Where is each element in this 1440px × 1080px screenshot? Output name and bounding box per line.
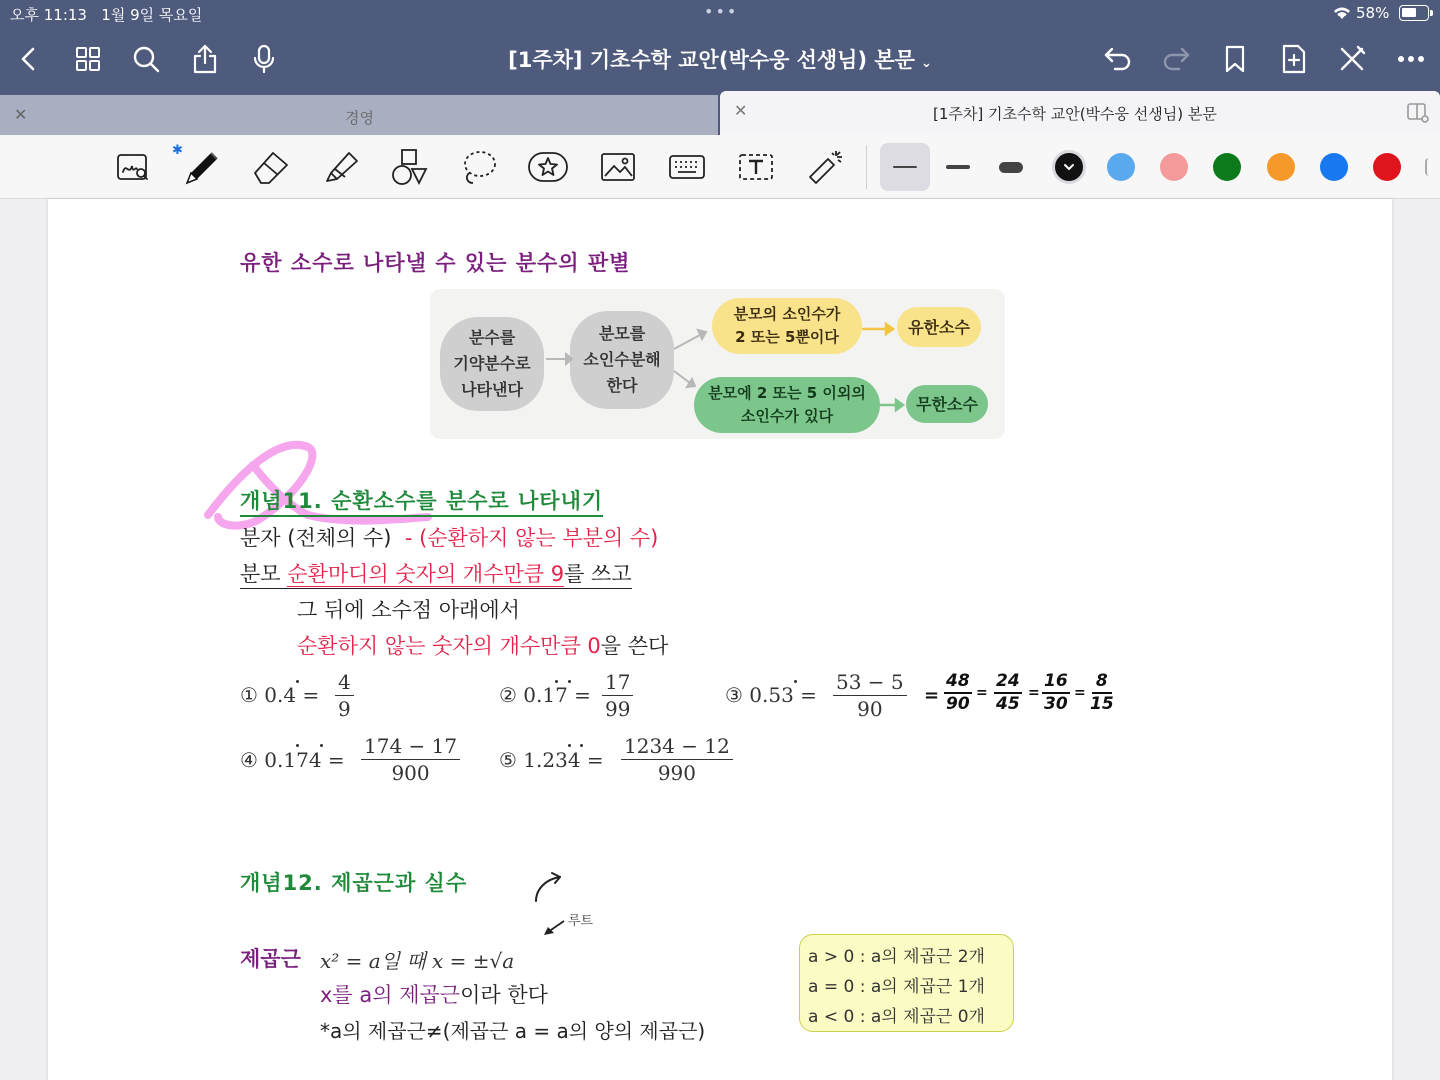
flow-result-finite: 유한소수 [897,307,981,347]
note-page[interactable]: 유한 소수로 나타낼 수 있는 분수의 판별 분수를 기약분수로 나타낸다 분모를 소인수분해 한다 분모의 소인수가 2 또는 5뿐이다 분모에 2 또는 5 이외의 소인수가 있다 유한소수 무한소수 개념11. 순환소수를 분수로 나타내기 분자 (전체의 수) - (순환하지 않는 부분의 수) 분모 순환마디의 숫자의 개수만큼 9를 쓰고 그 뒤에 소수점 아래에서 순환하지 않는 숫자의 개수만큼 0을 쓴다 ① 0.4 = $\frac{4}{9}$ ② 0.17 = $\frac{17}{99}$ ③ 0.53 = $\frac{53 - 5}{90}$ ④ 0.174 = $\frac{174 - 17}{900}$ ⑤ 1.234 = $\frac{1234 - 12}{990}$ = 48 90 = 24 45 = 16 30 = 8 15 개념12. 제곱근과 실수 루트 제곱근 x² = a일 때 x = ±√a x를 a의 제곱근이라 한다 *a의 제곱근≠(제곱근 a = a의 양의 제곱근) a > 0 : a의 제곱근 2개 a = 0 : a의 제곱근 1개 a < 0 : a의 제곱근 0개 [48,199,1392,1080]
edit-mode-icon[interactable] [1333,40,1371,78]
battery-percent: 58% [1356,4,1390,22]
bookmark-icon[interactable] [1216,40,1254,78]
thickness-thin[interactable] [880,143,930,191]
text-icon[interactable] [734,145,778,189]
repeat-dot [296,680,299,683]
example-4-fraction: $\frac{174 - 17}{900}$ [361,733,460,786]
line-zeros: 순환하지 않는 숫자의 개수만큼 0을 쓴다 [297,634,669,658]
example-5-fraction: $\frac{1234 - 12}{990}$ [621,733,733,786]
square-root-naming: x를 a의 제곱근이라 한다 [320,983,548,1007]
concept12-title: 개념12. 제곱근과 실수 [240,871,468,895]
square-root-count-box [799,934,1014,1032]
flow-arrows [430,289,1005,439]
image-icon[interactable] [596,145,640,189]
share-icon[interactable] [186,40,224,78]
count-negative: a < 0 : a의 제곱근 0개 [808,1007,985,1027]
example-1-fraction: $\frac{4}{9}$ [335,669,354,722]
sticker-icon[interactable] [526,145,570,189]
document-title[interactable]: [1주차] 기초수학 교안(박수웅 선생님) 본문 ⌄ [508,48,932,72]
concept11-title: 개념11. 순환소수를 분수로 나타내기 [240,485,603,517]
example-2: ② 0.17 = [499,683,591,707]
tab-inactive[interactable] [0,95,718,135]
repeat-dot [568,744,571,747]
back-button[interactable] [10,40,48,78]
status-time: 오후 11:13 1월 9일 목요일 [10,6,203,24]
example-2-fraction: $\frac{17}{99}$ [602,669,633,722]
flow-step-factorize: 분모를 소인수분해 한다 [570,311,674,409]
color-swatch-green[interactable] [1213,153,1241,181]
handwritten-arrow [530,871,570,905]
square-root-caution: *a의 제곱근≠(제곱근 a = a의 양의 제곱근) [320,1019,706,1043]
example-5: ⑤ 1.234 = [499,748,604,772]
count-positive: a > 0 : a의 제곱근 2개 [808,947,985,967]
color-swatch-black[interactable] [1052,150,1086,184]
wifi-icon [1332,5,1352,25]
undo-icon[interactable] [1099,40,1137,78]
chevron-down-icon: ⌄ [920,56,932,71]
color-swatch-blue[interactable] [1320,153,1348,181]
root-note: 루트 [568,914,594,929]
flow-result-infinite: 무한소수 [906,385,988,423]
bluetooth-icon: ✱ [172,143,183,158]
count-zero: a = 0 : a의 제곱근 1개 [808,977,985,997]
pen-icon[interactable] [179,145,223,189]
redo-icon[interactable] [1157,40,1195,78]
repeat-dot [794,680,797,683]
flow-step-reduce: 분수를 기약분수로 나타낸다 [440,317,544,411]
grid-view-icon[interactable] [69,40,107,78]
highlighter-icon[interactable] [319,145,363,189]
color-swatch-light-blue[interactable] [1107,153,1135,181]
repeat-dot [296,744,299,747]
image-zoom-icon[interactable] [111,145,155,189]
split-view-icon[interactable] [1407,103,1429,127]
thickness-thick[interactable] [986,143,1036,191]
flow-condition-yes: 분모의 소인수가 2 또는 5뿐이다 [712,298,862,354]
example-3-fraction: $\frac{53 - 5}{90}$ [833,669,907,722]
color-swatch-red[interactable] [1373,153,1401,181]
section-title: 유한 소수로 나타낼 수 있는 분수의 판별 [240,251,631,275]
microphone-icon[interactable] [245,40,283,78]
repeat-dot [568,680,571,683]
keyboard-icon[interactable] [665,145,709,189]
example-4: ④ 0.174 = [240,748,345,772]
tab-close-icon[interactable]: ✕ [14,105,28,124]
thickness-medium[interactable] [933,143,983,191]
line-numerator: 분자 (전체의 수) - (순환하지 않는 부분의 수) [240,526,659,550]
example-3: ③ 0.53 = [725,683,817,707]
tab-label: [1주차] 기초수학 교안(박수웅 선생님) 본문 [933,105,1217,123]
square-root-definition: x² = a일 때 x = ±√a [320,949,515,973]
tab-bar [0,91,1440,135]
color-swatch-pink[interactable] [1160,153,1188,181]
repeat-dot [555,680,558,683]
arrow-to-root [542,917,568,937]
add-page-icon[interactable] [1275,40,1313,78]
toolbar-divider [866,145,867,189]
laser-pointer-icon[interactable] [804,145,848,189]
more-colors-indicator[interactable] [1425,158,1429,176]
repeat-dot [580,744,583,747]
flow-condition-no: 분모에 2 또는 5 이외의 소인수가 있다 [694,377,880,433]
color-swatch-orange[interactable] [1267,153,1295,181]
more-options-icon[interactable] [1392,40,1430,78]
tab-active[interactable] [720,91,1440,135]
tab-close-icon[interactable]: ✕ [734,101,748,120]
line-after-decimal: 그 뒤에 소수점 아래에서 [297,598,520,622]
multitasking-dots-icon[interactable]: ••• [704,2,739,21]
battery-icon [1399,5,1429,21]
shapes-icon[interactable] [388,145,432,189]
repeat-dot [320,744,323,747]
tab-label: 경영 [345,109,374,127]
square-root-label: 제곱근 [240,947,301,971]
example-1: ① 0.4 = [240,683,320,707]
eraser-icon[interactable] [249,145,293,189]
top-bar [0,0,1440,95]
search-icon[interactable] [127,40,165,78]
lasso-icon[interactable] [457,145,501,189]
line-denominator: 분모 순환마디의 숫자의 개수만큼 9를 쓰고 [240,558,632,589]
